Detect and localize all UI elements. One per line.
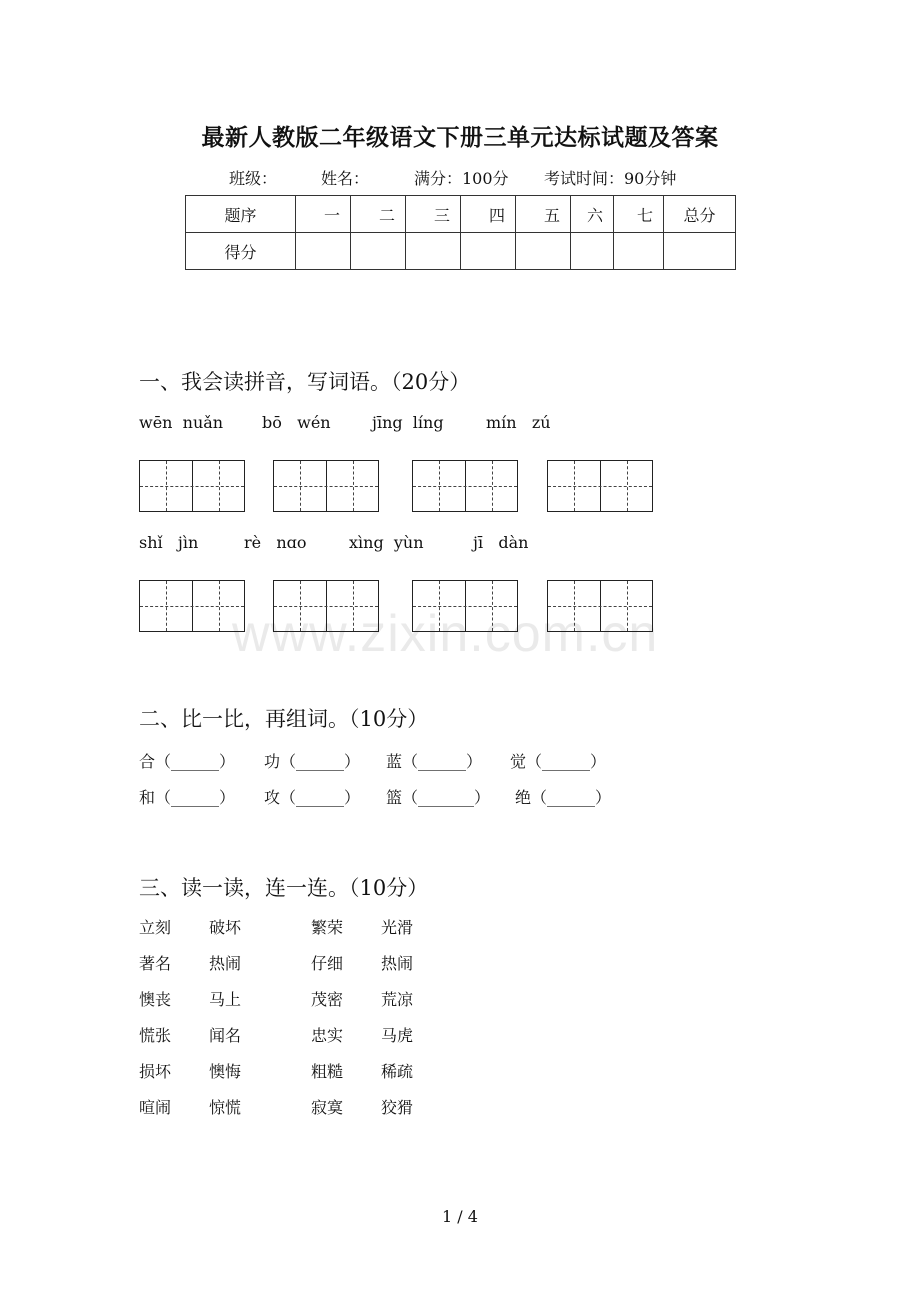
compare-item[interactable]: 攻（______） <box>264 788 361 807</box>
pinyin-item: wēn nuǎn <box>139 413 224 432</box>
match-word[interactable]: 马虎 <box>381 1026 414 1045</box>
pinyin-item: rè nɑo <box>244 533 307 552</box>
pinyin-item: jīng líng <box>372 413 444 432</box>
match-word[interactable]: 繁荣 <box>311 918 344 937</box>
score-cell-4[interactable] <box>461 233 516 270</box>
writing-grid[interactable] <box>412 460 518 512</box>
section3-title: 三、读一读，连一连。（10分） <box>139 876 429 900</box>
compare-item[interactable]: 合（______） <box>139 752 236 771</box>
match-word[interactable]: 光滑 <box>381 918 414 937</box>
match-word[interactable]: 喧闹 <box>139 1098 172 1117</box>
match-column-2 <box>209 918 241 1134</box>
match-word[interactable]: 著名 <box>139 954 172 973</box>
page-number: 1 / 4 <box>442 1207 478 1226</box>
pinyin-item: jī dàn <box>473 533 529 552</box>
match-word[interactable]: 狡猾 <box>381 1098 414 1117</box>
compare-item[interactable]: 篮（_______） <box>386 788 491 807</box>
writing-grid[interactable] <box>547 460 653 512</box>
score-cell-total[interactable] <box>664 233 736 270</box>
compare-item[interactable]: 觉（______） <box>510 752 607 771</box>
match-word[interactable]: 热闹 <box>209 954 242 973</box>
match-word[interactable]: 茂密 <box>311 990 344 1009</box>
writing-grid[interactable] <box>139 460 245 512</box>
match-word[interactable]: 仔细 <box>311 954 344 973</box>
match-word[interactable]: 热闹 <box>381 954 414 973</box>
match-word[interactable]: 马上 <box>209 990 242 1009</box>
match-word[interactable]: 慌张 <box>139 1026 172 1045</box>
writing-grid[interactable] <box>412 580 518 632</box>
match-word[interactable]: 闻名 <box>209 1026 242 1045</box>
score-cell-2[interactable] <box>351 233 406 270</box>
exam-time-label: 考试时间：90分钟 <box>544 169 677 188</box>
compare-item[interactable]: 绝（______） <box>515 788 612 807</box>
match-column-3 <box>311 918 343 1134</box>
match-word[interactable]: 懊悔 <box>209 1062 242 1081</box>
document-title: 最新人教版二年级语文下册三单元达标试题及答案 <box>201 124 719 151</box>
match-word[interactable]: 立刻 <box>139 918 172 937</box>
writing-grid[interactable] <box>273 580 379 632</box>
score-row-label: 得分 <box>186 233 296 270</box>
header-cell-2: 二 <box>351 196 406 233</box>
match-column-1 <box>139 918 171 1134</box>
match-word[interactable]: 寂寞 <box>311 1098 344 1117</box>
score-cell-7[interactable] <box>614 233 664 270</box>
match-word[interactable]: 破坏 <box>209 918 242 937</box>
score-cell-3[interactable] <box>406 233 461 270</box>
score-cell-5[interactable] <box>516 233 571 270</box>
section1-title: 一、我会读拼音，写词语。（20分） <box>139 370 471 394</box>
header-cell-total: 总分 <box>664 196 736 233</box>
header-cell-7: 七 <box>614 196 664 233</box>
exam-info-row <box>0 166 920 190</box>
writing-grid[interactable] <box>139 580 245 632</box>
match-word[interactable]: 荒凉 <box>381 990 414 1009</box>
header-cell-5: 五 <box>516 196 571 233</box>
match-word[interactable]: 忠实 <box>311 1026 344 1045</box>
name-label: 姓名： <box>321 169 370 188</box>
score-table-header-row <box>186 196 736 233</box>
writing-grid[interactable] <box>547 580 653 632</box>
header-cell-4: 四 <box>461 196 516 233</box>
compare-item[interactable]: 蓝（______） <box>386 752 483 771</box>
section2-title: 二、比一比，再组词。（10分） <box>139 707 429 731</box>
header-cell-1: 一 <box>296 196 351 233</box>
match-word[interactable]: 稀疏 <box>381 1062 414 1081</box>
header-cell-order: 题序 <box>186 196 296 233</box>
match-column-4 <box>381 918 413 1134</box>
compare-item[interactable]: 功（______） <box>264 752 361 771</box>
pinyin-item: xìng yùn <box>349 533 424 552</box>
match-word[interactable]: 懊丧 <box>139 990 172 1009</box>
header-cell-3: 三 <box>406 196 461 233</box>
full-score-label: 满分：100分 <box>414 169 509 188</box>
score-table-score-row <box>186 233 736 270</box>
pinyin-item: mín zú <box>486 413 551 432</box>
match-word[interactable]: 惊慌 <box>209 1098 242 1117</box>
score-cell-6[interactable] <box>571 233 614 270</box>
pinyin-item: bō wén <box>262 413 331 432</box>
pinyin-item: shǐ jìn <box>139 533 199 552</box>
class-label: 班级： <box>229 169 278 188</box>
match-word[interactable]: 损坏 <box>139 1062 172 1081</box>
watermark: www.zixin.com.cn <box>232 605 659 663</box>
score-cell-1[interactable] <box>296 233 351 270</box>
header-cell-6: 六 <box>571 196 614 233</box>
compare-item[interactable]: 和（______） <box>139 788 236 807</box>
score-table <box>185 195 736 270</box>
writing-grid[interactable] <box>273 460 379 512</box>
match-word[interactable]: 粗糙 <box>311 1062 344 1081</box>
